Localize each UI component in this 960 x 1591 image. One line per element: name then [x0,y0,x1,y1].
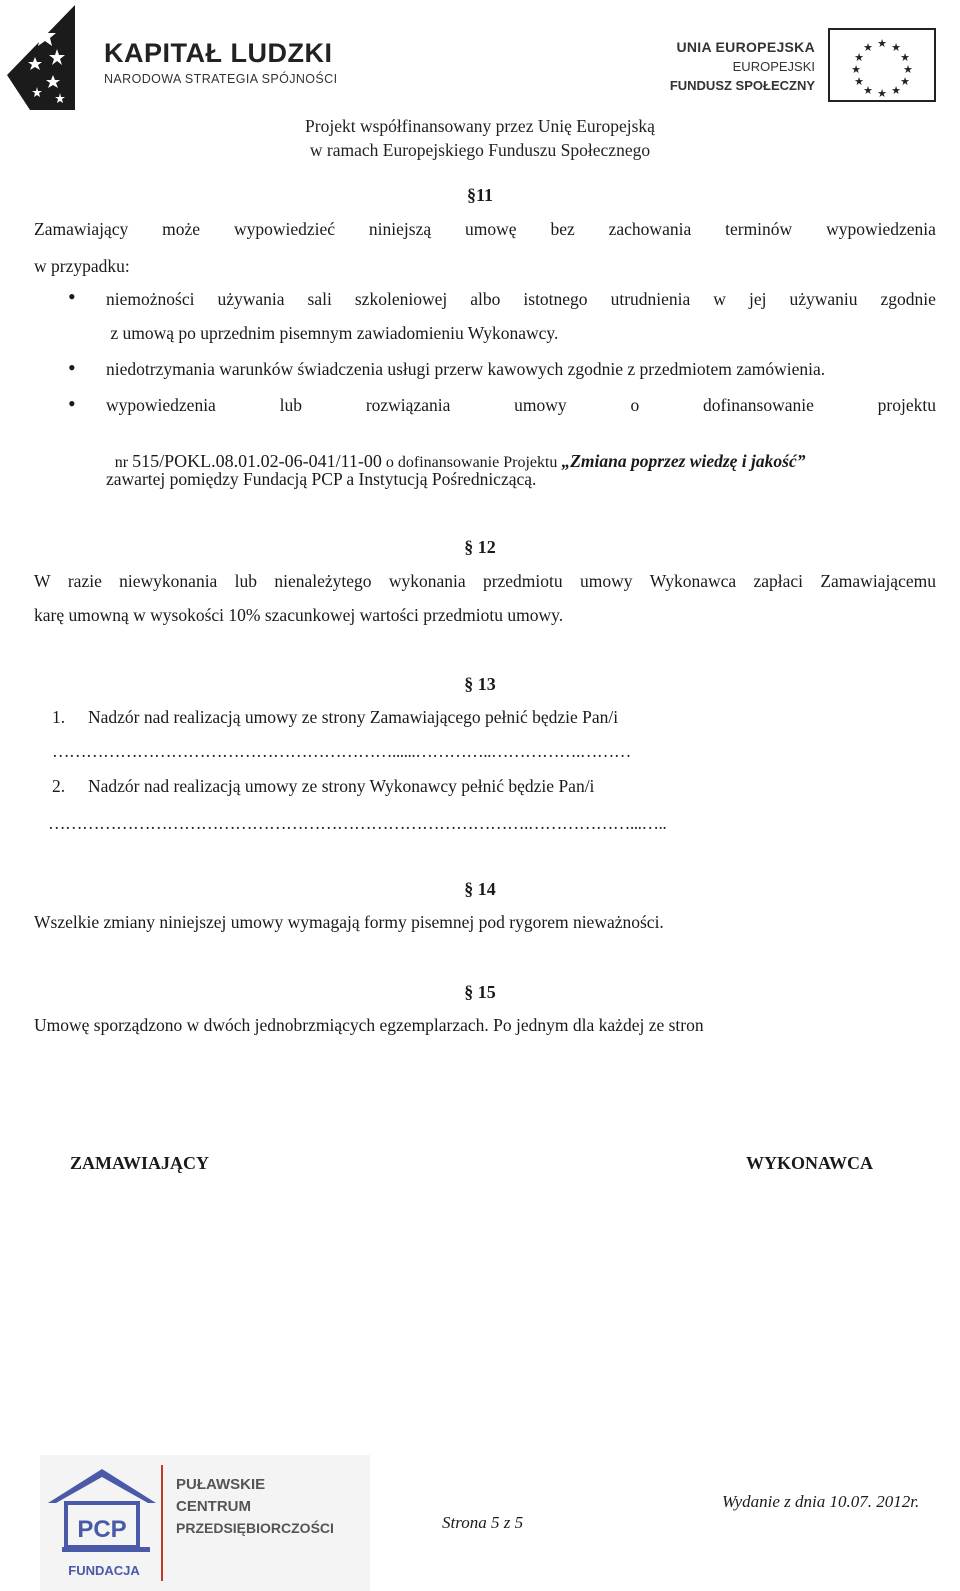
bullet-1-word: używaniu [789,289,858,309]
svg-text:★: ★ [900,75,910,88]
section-13-item2-text: Nadzór nad realizacją umowy ze strony Wykonawcy pełnić będzie Pan/i [88,776,595,796]
section-12-heading: § 12 [464,537,496,557]
section-11-heading: §11 [466,185,493,205]
project-funding-line1: Projekt współfinansowany przez Unię Europejską [305,116,655,136]
section-13-item1-text: Nadzór nad realizacją umowy ze strony Zamawiającego pełnić będzie Pan/i [88,707,619,727]
svg-text:★: ★ [854,75,864,88]
bullet-3-word: lub [279,395,303,415]
svg-text:★: ★ [900,51,910,64]
svg-text:★: ★ [863,41,873,54]
section-12-word: lub [234,571,258,591]
bullet-1-word: w [713,289,726,309]
svg-text:★: ★ [903,63,913,76]
pcp-logo-letters: PCP [77,1516,127,1543]
section-12-word: wykonania [388,571,466,591]
intro-word: bez [550,219,575,239]
section-14-heading: § 14 [464,879,496,899]
svg-text:★: ★ [877,87,887,100]
edition-date: Wydanie z dnia 10.07. 2012r. [722,1492,920,1511]
bullet-3-mid: o dofinansowanie Projektu [381,454,562,471]
bullet-1-word: używania [217,289,285,309]
section-12-word: niewykonania [119,571,218,591]
section-12-word: Zamawiającemu [820,571,936,591]
bullet-3-marker: • [68,391,76,416]
signature-wykonawca: WYKONAWCA [746,1153,874,1173]
bullet-3-word: dofinansowanie [703,395,814,415]
section-13-dots1: ……………………………………………………......…………..…………….……… [52,741,631,761]
intro-word: może [162,219,201,239]
bullet-3-line3: zawartej pomiędzy Fundacją PCP a Instytucją Pośredniczącą. [106,469,537,489]
bullet-2-text: niedotrzymania warunków świadczenia usługi przerw kawowych zgodnie z przedmiotem zamówienia. [106,359,826,379]
eu-flag-icon [828,28,936,102]
fundacja-logo-word: FUNDACJA [68,1563,140,1578]
section-12-word: zapłaci [753,571,804,591]
bullet-1-word: istotnego [523,289,588,309]
bullet-1-word: jej [748,289,767,309]
bullet-3-word: umowy [514,395,567,415]
section-15-text: Umowę sporządzono w dwóch jednobrzmiących egzemplarzach. Po jednym dla każdej ze stron [34,1015,704,1035]
project-title: „Zmiana poprzez wiedzę i jakość” [561,451,806,471]
svg-text:★: ★ [863,84,873,97]
logo-line3: PRZEDSIĘBIORCZOŚCI [176,1520,334,1536]
svg-text:★: ★ [851,63,861,76]
bullet-3-word: o [630,395,640,415]
svg-text:★: ★ [877,37,887,50]
kapital-ludzki-logo-mark [5,5,75,110]
section-12-word: Wykonawca [649,571,737,591]
eu-logo-line2: EUROPEJSKI [732,59,815,74]
bullet-1-word: sali [307,289,332,309]
eu-logo-line3: FUNDUSZ SPOŁECZNY [669,78,815,93]
bullet-3-word: rozwiązania [365,395,451,415]
section-11-intro-line1 [34,219,936,240]
section-13-dots2: ………………………………………………………………………….………………...….. [48,813,667,833]
bullet-1-marker: • [68,284,76,309]
bullet-1-word: zgodnie [880,289,936,309]
eu-logo-line1: UNIA EUROPEJSKA [676,39,815,55]
intro-word: wypowiedzenia [826,219,936,239]
svg-text:★: ★ [891,41,901,54]
bullet-1-line1 [106,289,936,310]
project-funding-line2: w ramach Europejskiego Funduszu Społecznego [309,140,651,160]
section-12-word: razie [67,571,102,591]
svg-text:★: ★ [891,84,901,97]
bullet-1-word: niemożności [106,289,195,309]
page-number: Strona 5 z 5 [442,1513,524,1532]
section-11-intro-line2: w przypadku: [34,256,130,276]
intro-word: wypowiedzieć [233,219,336,239]
bullet-1-word: albo [470,289,501,309]
kapital-ludzki-subtitle: NARODOWA STRATEGIA SPÓJNOŚCI [104,72,338,86]
bullet-3-line2 [106,430,805,472]
section-12-line2: karę umowną w wysokości 10% szacunkowej wartości przedmiotu umowy. [34,605,564,625]
section-13-item2-number: 2. [52,776,66,796]
bullet-1-word: utrudnienia [610,289,691,309]
pcp-fundacja-logo [40,1455,370,1591]
section-12-word: W [34,571,51,591]
bullet-1-line2: z umową po uprzednim pisemnym zawiadomieniu Wykonawcy. [106,323,559,343]
bullet-3-word: projektu [877,395,936,415]
bullet-3-nr: nr [114,454,133,471]
bullet-3-word: wypowiedzenia [106,395,216,415]
section-12-word: nienależytego [274,571,372,591]
kapital-ludzki-title: KAPITAŁ LUDZKI [104,38,333,68]
bullet-2-marker: • [68,355,76,380]
signature-zamawiajacy: ZAMAWIAJĄCY [70,1153,209,1173]
section-13-heading: § 13 [464,674,496,694]
logo-line2: CENTRUM [176,1498,251,1515]
intro-word: niniejszą [368,219,432,239]
section-12-word: umowy [579,571,633,591]
bullet-3-line1 [106,395,936,416]
project-number: 515/POKL.08.01.02-06-041/11-00 [132,451,382,471]
section-14-text: Wszelkie zmiany niniejszej umowy wymagają formy pisemnej pod rygorem nieważności. [34,912,664,932]
eu-logo-text [670,38,815,95]
section-13-item1-number: 1. [52,707,66,727]
bullet-1-word: szkoleniowej [354,289,448,309]
svg-text:★: ★ [854,51,864,64]
logo-line1: PUŁAWSKIE [176,1476,266,1493]
intro-word: zachowania [608,219,692,239]
intro-word: umowę [465,219,517,239]
intro-word: Zamawiający [34,219,129,239]
section-12-word: przedmiotu [482,571,563,591]
intro-word: terminów [725,219,793,239]
section-15-heading: § 15 [464,982,496,1002]
section-12-line1 [34,571,936,592]
